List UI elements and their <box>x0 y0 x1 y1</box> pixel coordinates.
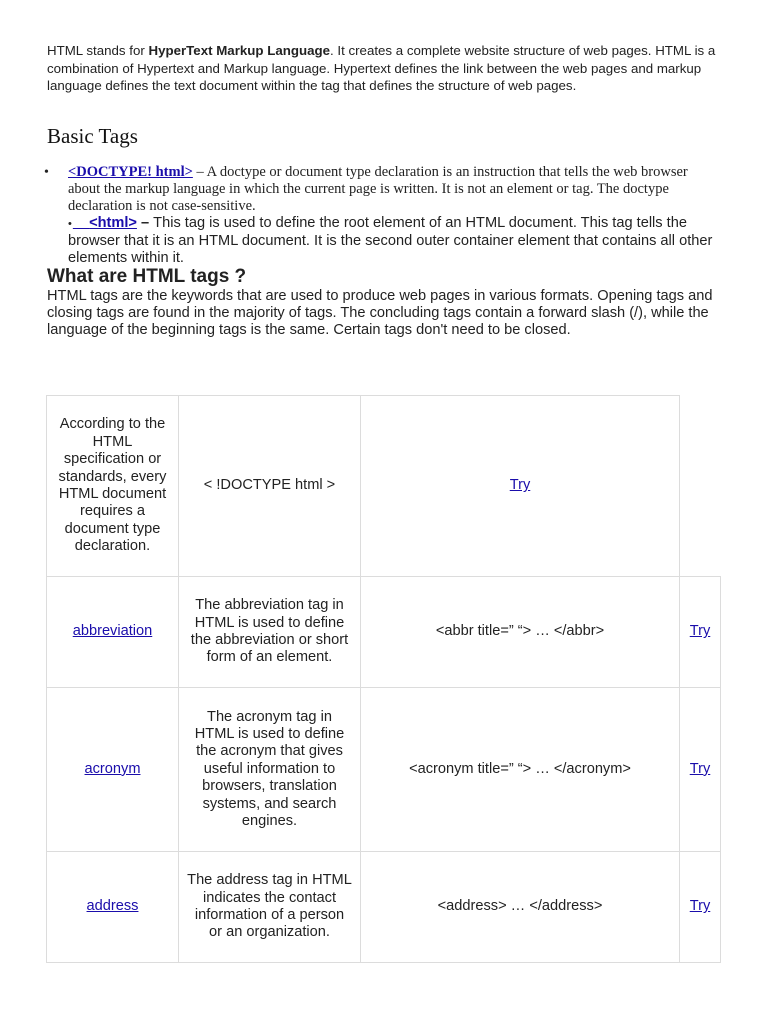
html-dash: – <box>136 215 154 231</box>
table-cell-try <box>361 396 680 577</box>
table-cell-syntax: <acronym title=” “> … </acronym> <box>361 688 680 852</box>
table-cell-name: According to the HTML specification or standards, every HTML document requires a document type declaration. <box>47 396 179 577</box>
acronym-link[interactable]: acronym <box>84 760 141 777</box>
doctype-link[interactable]: <DOCTYPE! html> <box>68 164 193 180</box>
table-cell-name <box>47 688 179 852</box>
table-row <box>47 577 721 688</box>
html-link[interactable] <box>73 215 137 231</box>
abbreviation-link[interactable]: abbreviation <box>72 623 153 640</box>
bullet-icon: • <box>68 218 72 230</box>
intro-bold-term: HyperText Markup Language <box>148 43 330 58</box>
table-cell-try <box>680 688 721 852</box>
table-cell-try <box>680 852 721 963</box>
what-are-tags-paragraph: HTML tags are the keywords that are used to produce web pages in various formats. Opening tags and closing tags are found in the majority of tags. The concluding tags contain a forward slash (/), while the language of the beginning tags is the same. Certain tags don't need to be closed. <box>47 288 713 339</box>
table-cell-try <box>680 577 721 688</box>
table-cell-name <box>47 852 179 963</box>
try-link[interactable]: Try <box>509 477 531 494</box>
doctype-description: – A doctype or document type declaration is an instruction that tells the web browser about the markup language in which the current page is written. It is not an element or tag. The doctype declaration is not case-sensitive. <box>68 164 688 214</box>
intro-paragraph <box>47 42 727 95</box>
table-cell-name <box>47 577 179 688</box>
try-link[interactable]: Try <box>689 760 711 777</box>
table-row <box>47 688 721 852</box>
basic-tags-heading: Basic Tags <box>47 124 138 148</box>
try-link[interactable]: Try <box>689 623 711 640</box>
intro-text-before: HTML stands for <box>47 43 149 58</box>
table-cell-syntax: <address> … </address> <box>361 852 680 963</box>
list-item-doctype <box>47 164 715 215</box>
html-link-label: <html> <box>89 215 137 231</box>
tags-table <box>46 395 721 963</box>
table-cell-description: The abbreviation tag in HTML is used to define the abbreviation or short form of an element. <box>179 577 361 688</box>
intro-text-after: . It creates a complete website structure of web pages. HTML is a combination of Hypertext and Markup language. Hypertext defines the link between the web pages and markup language defines the text document within the tag that defines the structure of web pages. <box>47 43 716 93</box>
table-cell-syntax: <abbr title=” “> … </abbr> <box>361 577 680 688</box>
table-row <box>47 852 721 963</box>
table-cell-empty <box>680 396 721 577</box>
table-row <box>47 396 721 577</box>
try-link[interactable]: Try <box>689 898 711 915</box>
table-cell-description: The address tag in HTML indicates the contact information of a person or an organization. <box>179 852 361 963</box>
basic-tags-list <box>47 164 715 267</box>
table-cell-description: The acronym tag in HTML is used to define the acronym that gives useful information to browsers, translation systems, and search engines. <box>179 688 361 852</box>
table-cell-syntax: < !DOCTYPE html > <box>179 396 361 577</box>
html-description: This tag is used to define the root element of an HTML document. This tag tells the browser that it is an HTML document. It is the second outer container element that contains all other elements within it. <box>68 215 713 266</box>
list-item-html <box>47 215 715 267</box>
address-link[interactable]: address <box>86 898 139 915</box>
what-are-tags-heading: What are HTML tags ? <box>47 266 247 287</box>
